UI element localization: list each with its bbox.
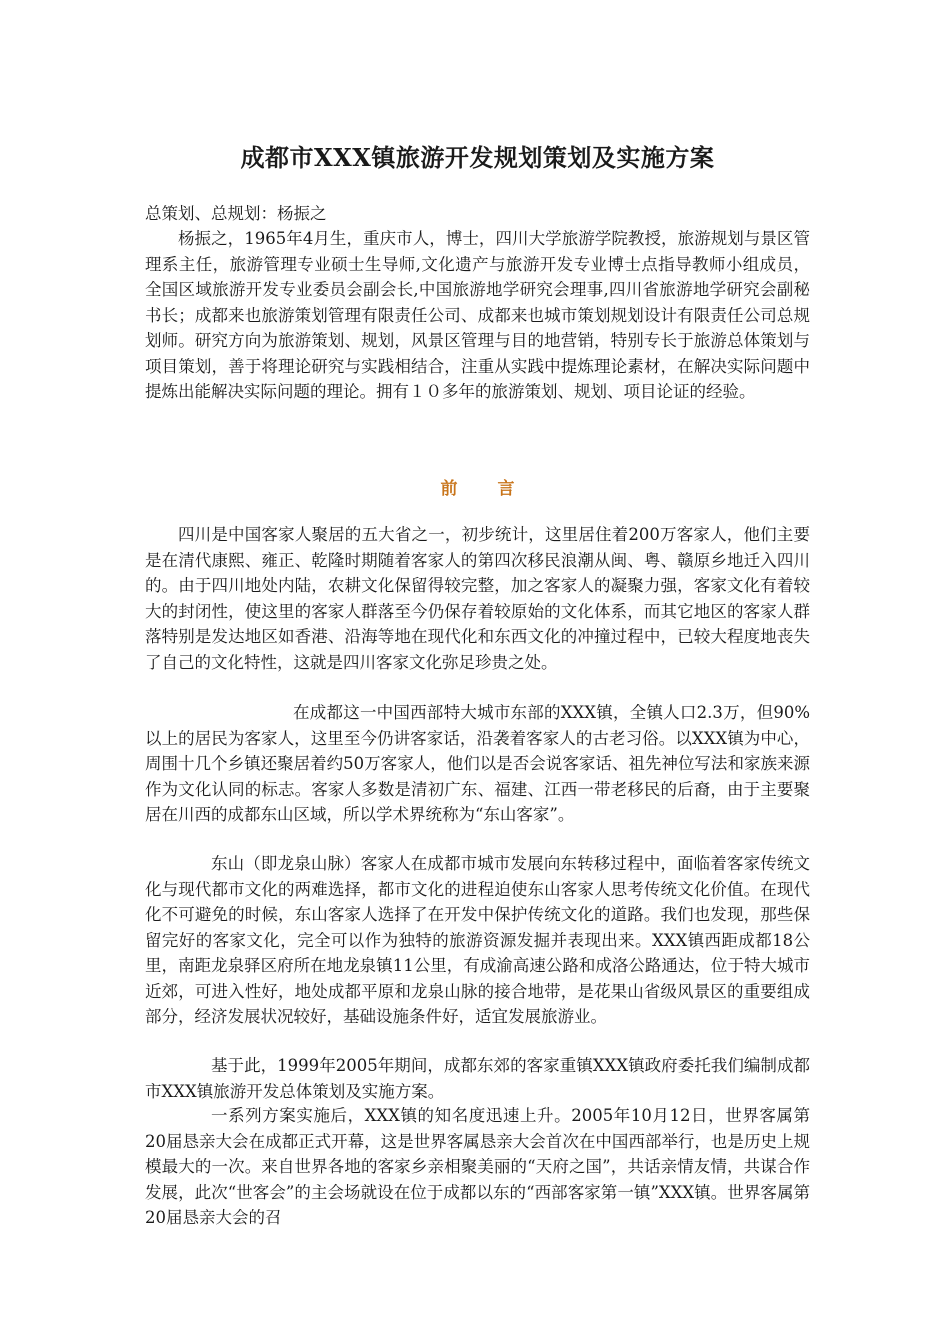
byline: 总策划、总规划：杨振之 bbox=[145, 204, 327, 223]
preface-paragraph-2: 在成都这一中国西部特大城市东部的XXX镇，全镇人口2.3万，但90%以上的居民为客家人，这里至今仍讲客家话，沿袭着客家人的古老习俗。以XXX镇为中心，周围十几个乡镇还聚居着约50万客家人，他们以是否会说客家话、祖先神位写法和家族来源作为文化认同的标志。客家人多数是清初广东、福建、江西一带老移民的后裔，由于主要聚居在川西的成都东山区域，所以学术界统称为“东山客家”。 bbox=[145, 703, 810, 824]
preface-paragraph-5: 一系列方案实施后，XXX镇的知名度迅速上升。2005年10月12日，世界客属第20届恳亲大会在成都正式开幕，这是世界客属恳亲大会首次在中国西部举行，也是历史上规模最大的一次。来自世界各地的客家乡亲相聚美丽的“天府之国”，共话亲情友情，共谋合作发展，此次“世客会”的主会场就设在位于成都以东的“西部客家第一镇”XXX镇。世界客属第20届恳亲大会的召 bbox=[145, 1106, 810, 1227]
preface-heading: 前言 bbox=[440, 479, 555, 499]
preface-paragraph-1: 四川是中国客家人聚居的五大省之一，初步统计，这里居住着200万客家人，他们主要是在清代康熙、雍正、乾隆时期随着客家人的第四次移民浪潮从闽、粤、赣原乡地迁入四川的。由于四川地处内陆，农耕文化保留得较完整，加之客家人的凝聚力强，客家文化有着较大的封闭性，使这里的客家人群落至今仍保存着较原始的文化体系，而其它地区的客家人群落特别是发达地区如香港、沿海等地在现代化和东西文化的冲撞过程中，已较大程度地丧失了自己的文化特性，这就是四川客家文化弥足珍贵之处。 bbox=[145, 525, 810, 672]
document-title: 成都市XXX镇旅游开发规划策划及实施方案 bbox=[240, 143, 715, 172]
preface-paragraph-3: 东山（即龙泉山脉）客家人在成都市城市发展向东转移过程中，面临着客家传统文化与现代都市文化的两难选择，都市文化的进程迫使东山客家人思考传统文化价值。在现代化不可避免的时候，东山客家人选择了在开发中保护传统文化的道路。我们也发现，那些保留完好的客家文化，完全可以作为独特的旅游资源发掘并表现出来。XXX镇西距成都18公里，南距龙泉驿区府所在地龙泉镇11公里，有成渝高速公路和成洛公路通达，位于特大城市近郊，可进入性好，地处成都平原和龙泉山脉的接合地带，是花果山省级风景区的重要组成部分，经济发展状况较好，基础设施条件好，适宜发展旅游业。 bbox=[145, 854, 810, 1026]
author-bio: 杨振之，1965年4月生，重庆市人，博士，四川大学旅游学院教授，旅游规划与景区管理系主任，旅游管理专业硕士生导师,文化遗产与旅游开发专业博士点指导教师小组成员，全国区域旅游开发专业委员会副会长,中国旅游地学研究会理事,四川省旅游地学研究会副秘书长；成都来也旅游策划管理有限责任公司、成都来也城市策划规划设计有限责任公司总规划师。研究方向为旅游策划、规划，风景区管理与目的地营销，特别专长于旅游总体策划与项目策划，善于将理论研究与实践相结合，注重从实践中提炼理论素材，在解决实际问题中提炼出能解决实际问题的理论。拥有１０多年的旅游策划、规划、项目论证的经验。 bbox=[145, 229, 810, 401]
preface-paragraph-4: 基于此，1999年2005年期间，成都东郊的客家重镇XXX镇政府委托我们编制成都市XXX镇旅游开发总体策划及实施方案。 bbox=[145, 1056, 810, 1101]
